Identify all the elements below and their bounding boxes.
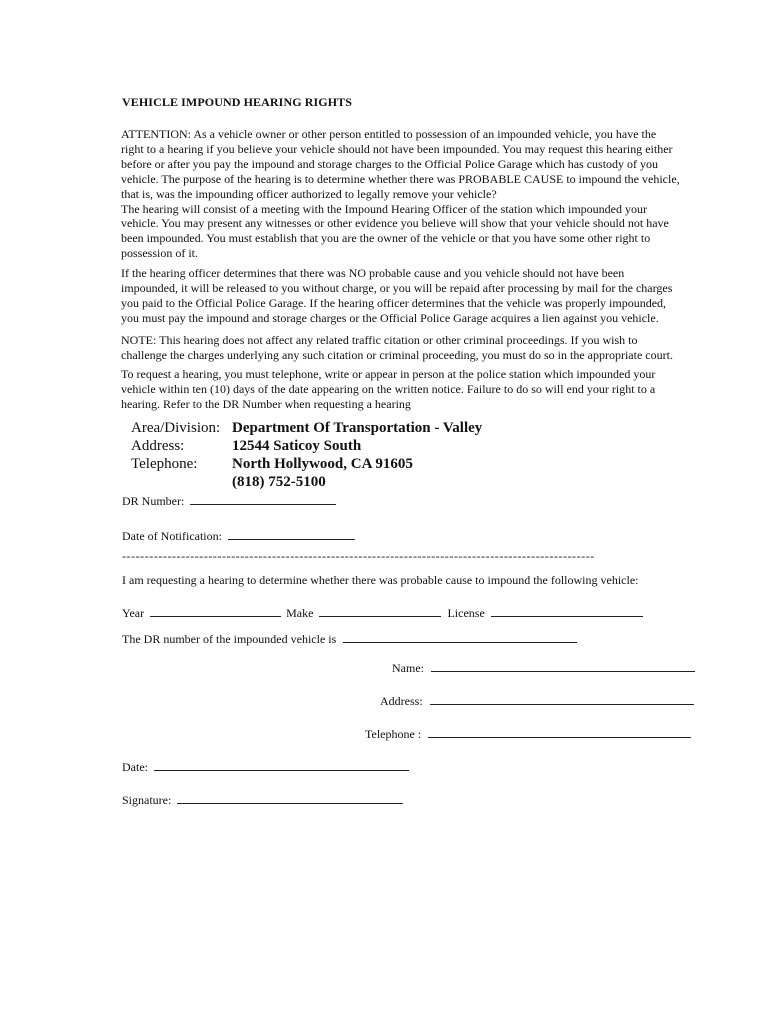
- dr-impounded-blank[interactable]: [343, 632, 577, 643]
- area-division-label: Area/Division:: [131, 420, 221, 436]
- date-notification-field: [122, 529, 355, 544]
- date-notification-blank[interactable]: [228, 529, 355, 540]
- address-field: [380, 694, 694, 709]
- dr-impounded-field: [122, 632, 577, 647]
- dr-impounded-label: The DR number of the impounded vehicle is: [122, 632, 337, 646]
- make-blank[interactable]: [319, 606, 441, 617]
- date-field: [122, 760, 409, 775]
- address-blank[interactable]: [430, 694, 694, 705]
- text-line: If the hearing officer determines that there was NO probable cause and you vehicle should not have been: [121, 266, 625, 280]
- text-line: vehicle. You may present any witnesses or other evidence you believe will show that your vehicle should not have: [121, 216, 669, 231]
- dr-number-blank[interactable]: [190, 494, 336, 505]
- request-instructions-paragraph: [121, 367, 721, 412]
- text-line: NOTE: This hearing does not affect any related traffic citation or other criminal proceedings. If you wish to: [121, 333, 638, 347]
- area-division-value: Department Of Transportation - Valley: [232, 420, 483, 436]
- text-line: before or after you pay the impound and storage charges to the Official Police Garage which has custody of you: [121, 156, 659, 171]
- text-line: you must pay the impound and storage charges or the Official Police Garage acquires a lien against you vehicle.: [121, 310, 659, 325]
- text-line: been impounded. You must establish that you are the owner of the vehicle or that you have some other right to: [121, 231, 651, 246]
- license-blank[interactable]: [491, 606, 643, 617]
- phone-value: (818) 752-5100: [232, 474, 326, 490]
- note-paragraph: [121, 333, 721, 363]
- text-line: right to a hearing if you believe your vehicle should not have been impounded. You may request this hearing either: [121, 141, 673, 156]
- city-value: North Hollywood, CA 91605: [232, 456, 413, 472]
- date-notification-label: Date of Notification:: [122, 529, 222, 543]
- separator-line: --------------------------------------------------------------------------------------------------------: [122, 549, 595, 563]
- text-line: possession of it.: [121, 246, 199, 261]
- telephone-blank[interactable]: [428, 727, 691, 738]
- year-label: Year: [122, 606, 145, 620]
- make-label: Make: [286, 606, 314, 620]
- dr-number-field: [122, 494, 336, 509]
- telephone-label: Telephone:: [131, 456, 198, 472]
- determination-paragraph: [121, 266, 721, 326]
- name-label: Name:: [392, 661, 424, 675]
- signature-blank[interactable]: [177, 793, 403, 804]
- date-label: Date:: [122, 760, 148, 774]
- address-field-label: Address:: [380, 694, 423, 708]
- license-label: License: [447, 606, 485, 620]
- address-value: 12544 Saticoy South: [232, 438, 362, 454]
- telephone-field-label: Telephone :: [365, 727, 422, 741]
- text-line: impounded, it will be released to you without charge, or you will be repaid after processing by mail for the charges: [121, 280, 673, 295]
- date-blank[interactable]: [154, 760, 409, 771]
- text-line: challenge the charges underlying any such citation or criminal proceeding, you must do so in the appropriate court.: [121, 347, 673, 362]
- text-line: vehicle within ten (10) days of the date appearing on the written notice. Failure to do so will end your right to a: [121, 381, 656, 396]
- text-line: you paid to the Official Police Garage. If the hearing officer determines that the vehicle was properly impounded,: [121, 295, 667, 310]
- year-blank[interactable]: [150, 606, 281, 617]
- signature-field: [122, 793, 403, 808]
- text-line: vehicle. The purpose of the hearing is to determine whether there was PROBABLE CAUSE to impound the vehicle,: [121, 171, 680, 186]
- dr-number-label: DR Number:: [122, 494, 185, 508]
- text-line: To request a hearing, you must telephone, write or appear in person at the police station which impounded your: [121, 367, 656, 381]
- name-field: [392, 661, 695, 676]
- name-blank[interactable]: [431, 661, 695, 672]
- text-line: that is, was the impounding officer authorized to legally remove your vehicle?: [121, 186, 497, 201]
- attention-paragraph: [121, 127, 721, 261]
- request-statement: I am requesting a hearing to determine whether there was probable cause to impound the following vehicle:: [122, 573, 639, 587]
- text-line: ATTENTION: As a vehicle owner or other person entitled to possession of an impounded vehicle, you have the: [121, 127, 657, 141]
- telephone-field: [365, 727, 691, 742]
- text-line: The hearing will consist of a meeting with the Impound Hearing Officer of the station which impounded your: [121, 201, 647, 216]
- document-title: VEHICLE IMPOUND HEARING RIGHTS: [122, 95, 353, 109]
- vehicle-info-row: [122, 606, 643, 621]
- address-label: Address:: [131, 438, 185, 454]
- text-line: hearing. Refer to the DR Number when requesting a hearing: [121, 396, 411, 411]
- signature-label: Signature:: [122, 793, 172, 807]
